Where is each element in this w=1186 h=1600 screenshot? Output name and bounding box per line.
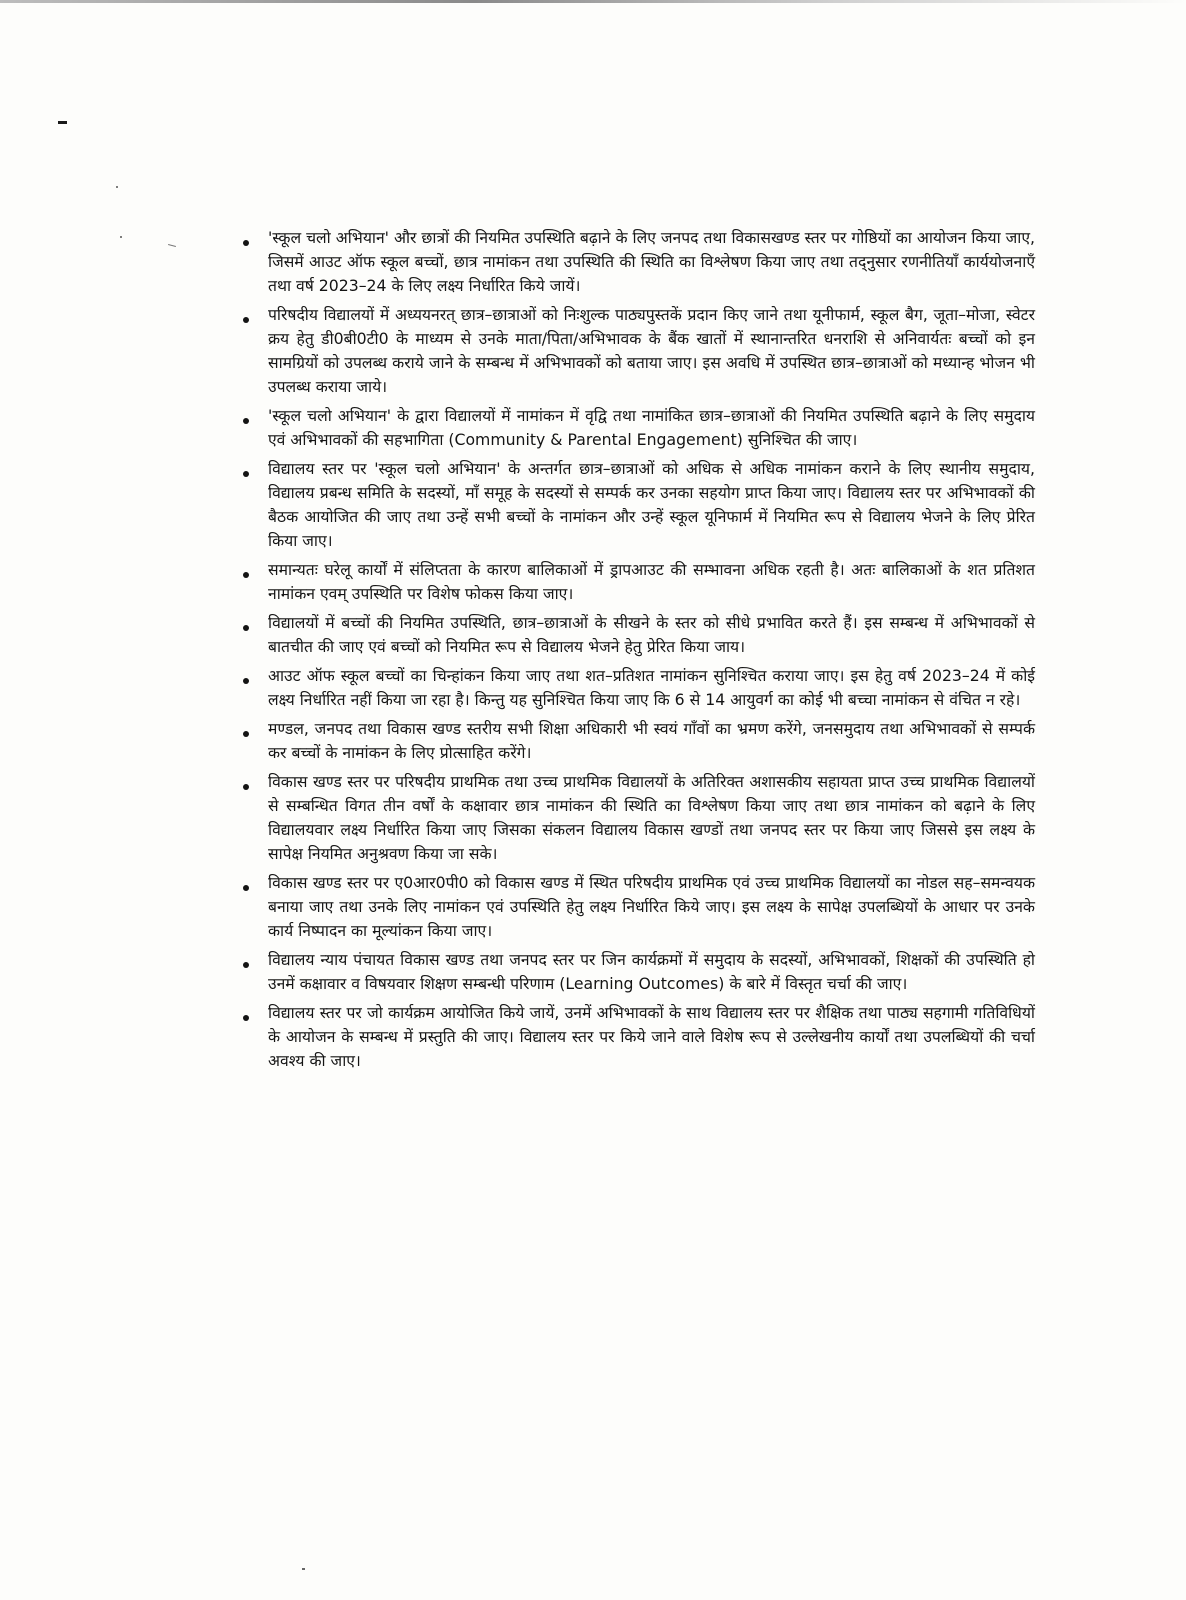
list-item xyxy=(240,1001,1035,1073)
list-item xyxy=(240,558,1035,606)
list-item xyxy=(240,871,1035,943)
margin-dot-mark xyxy=(120,236,122,238)
footer-dot-mark xyxy=(302,1568,305,1570)
bullet-dot-icon xyxy=(243,962,249,968)
list-item-text: मण्डल, जनपद तथा विकास खण्ड स्तरीय सभी शिक्षा अधिकारी भी स्वयं गाँवों का भ्रमण करेंगे, जनसमुदाय तथा अभिभावकों से सम्पर्क कर बच्चों के नामांकन के लिए प्रोत्साहित करेंगे। xyxy=(268,719,1035,762)
bullet-dot-icon xyxy=(243,418,249,424)
list-item xyxy=(240,226,1035,298)
list-item-text: विद्यालय स्तर पर जो कार्यक्रम आयोजित किये जायें, उनमें अभिभावकों के साथ विद्यालय स्तर पर शैक्षिक तथा पाठ्य सहगामी गतिविधियों के आयोजन के सम्बन्ध में प्रस्तुति की जाए। विद्यालय स्तर पर किये जाने वाले विशेष रूप से उल्लेखनीय कार्यों तथा उपलब्धियों की चर्चा अवश्य की जाए। xyxy=(268,1003,1035,1070)
margin-dash-mark xyxy=(58,121,67,124)
list-item xyxy=(240,457,1035,553)
list-item xyxy=(240,404,1035,452)
list-item-text: आउट ऑफ स्कूल बच्चों का चिन्हांकन किया जाए तथा शत–प्रतिशत नामांकन सुनिश्चित कराया जाए। इस हेतु वर्ष 2023–24 में कोई लक्ष्य निर्धारित नहीं किया जा रहा है। किन्तु यह सुनिश्चित किया जाए कि 6 से 14 आयुवर्ग का कोई भी बच्चा नामांकन से वंचित न रहे। xyxy=(268,666,1035,709)
list-item-text: विकास खण्ड स्तर पर ए0आर0पी0 को विकास खण्ड में स्थित परिषदीय प्राथमिक एवं उच्च प्राथमिक विद्यालयों का नोडल सह–समन्वयक बनाया जाए तथा उनके लिए नामांकन एवं उपस्थिति हेतु लक्ष्य निर्धारित किये जाए। इस लक्ष्य के सापेक्ष उपलब्धियों के आधार पर उनके कार्य निष्पादन का मूल्यांकन किया जाए। xyxy=(268,873,1035,940)
list-item-text: विद्यालय न्याय पंचायत विकास खण्ड तथा जनपद स्तर पर जिन कार्यक्रमों में समुदाय के सदस्यों, अभिभावकों, शिक्षकों की उपस्थिति हो उनमें कक्षावार व विषयवार शिक्षण सम्बन्धी परिणाम (Learning Outcomes) के बारे में विस्तृत चर्चा की जाए। xyxy=(268,950,1035,993)
list-item xyxy=(240,770,1035,866)
bullet-dot-icon xyxy=(243,625,249,631)
bullet-dot-icon xyxy=(243,678,249,684)
list-item xyxy=(240,717,1035,765)
bullet-dot-icon xyxy=(243,240,249,246)
bullet-dot-icon xyxy=(243,1015,249,1021)
bullet-dot-icon xyxy=(243,784,249,790)
list-item-text: परिषदीय विद्यालयों में अध्ययनरत् छात्र–छात्राओं को निःशुल्क पाठ्यपुस्तकें प्रदान किए जाने तथा यूनीफार्म, स्कूल बैग, जूता–मोजा, स्वेटर क्रय हेतु डी0बी0टी0 के माध्यम से उनके माता/पिता/अभिभावक के बैंक खातों में स्थानान्तरित धनराशि से अनिवार्यतः बच्चों को इन सामग्रियों को उपलब्ध कराये जाने के सम्बन्ध में अभिभावकों को बताया जाए। इस अवधि में उपस्थित छात्र–छात्राओं को मध्यान्ह भोजन भी उपलब्ध कराया जाये। xyxy=(268,305,1035,396)
document-body xyxy=(240,226,1035,1078)
list-item-text: विकास खण्ड स्तर पर परिषदीय प्राथमिक तथा उच्च प्राथमिक विद्यालयों के अतिरिक्त अशासकीय सहायता प्राप्त उच्च प्राथमिक विद्यालयों से सम्बन्धित विगत तीन वर्षों के कक्षावार छात्र नामांकन की स्थिति का विश्लेषण किया जाए तथा छात्र नामांकन को बढ़ाने के लिए विद्यालयवार लक्ष्य निर्धारित किया जाए जिसका संकलन विद्यालय विकास खण्डों तथा जनपद स्तर पर किया जाए जिससे इस लक्ष्य के सापेक्ष नियमित अनुश्रवण किया जा सके। xyxy=(268,772,1035,863)
list-item xyxy=(240,303,1035,399)
list-item-text: 'स्कूल चलो अभियान' के द्वारा विद्यालयों में नामांकन में वृद्वि तथा नामांकित छात्र–छात्राओं की नियमित उपस्थिति बढ़ाने के लिए समुदाय एवं अभिभावकों की सहभागिता (Community & Parental Engagement) सुनिश्चित की जाए। xyxy=(268,406,1035,449)
bullet-dot-icon xyxy=(243,731,249,737)
list-item-text: 'स्कूल चलो अभियान' और छात्रों की नियमित उपस्थिति बढ़ाने के लिए जनपद तथा विकासखण्ड स्तर पर गोष्ठियों का आयोजन किया जाए, जिसमें आउट ऑफ स्कूल बच्चों, छात्र नामांकन तथा उपस्थिति की स्थिति का विश्लेषण किया जाए तथा तद्नुसार रणनीतियाँ कार्ययोजनाएँ तथा वर्ष 2023–24 के लिए लक्ष्य निर्धारित किये जायें। xyxy=(268,228,1035,295)
page-top-edge xyxy=(0,0,1186,3)
list-item xyxy=(240,611,1035,659)
list-item xyxy=(240,948,1035,996)
list-item xyxy=(240,664,1035,712)
margin-tick-mark xyxy=(168,244,176,247)
bullet-list xyxy=(240,226,1035,1073)
bullet-dot-icon xyxy=(243,471,249,477)
bullet-dot-icon xyxy=(243,885,249,891)
list-item-text: विद्यालय स्तर पर 'स्कूल चलो अभियान' के अन्तर्गत छात्र–छात्राओं को अधिक से अधिक नामांकन कराने के लिए स्थानीय समुदाय, विद्यालय प्रबन्ध समिति के सदस्यों, माँ समूह के सदस्यों से सम्पर्क कर उनका सहयोग प्राप्त किया जाए। विद्यालय स्तर पर अभिभावकों की बैठक आयोजित की जाए तथा उन्हें सभी बच्चों के नामांकन और उन्हें स्कूल यूनिफार्म में नियमित रूप से विद्यालय भेजने के लिए प्रेरित किया जाए। xyxy=(268,459,1035,550)
list-item-text: समान्यतः घरेलू कार्यों में संलिप्तता के कारण बालिकाओं में ड्रापआउट की सम्भावना अधिक रहती है। अतः बालिकाओं के शत प्रतिशत नामांकन एवम् उपस्थिति पर विशेष फोकस किया जाए। xyxy=(268,560,1035,603)
bullet-dot-icon xyxy=(243,317,249,323)
list-item-text: विद्यालयों में बच्चों की नियमित उपस्थिति, छात्र–छात्राओं के सीखने के स्तर को सीधे प्रभावित करते हैं। इस सम्बन्ध में अभिभावकों से बातचीत की जाए एवं बच्चों को नियमित रूप से विद्यालय भेजने हेतु प्रेरित किया जाय। xyxy=(268,613,1035,656)
bullet-dot-icon xyxy=(243,572,249,578)
margin-dot-mark xyxy=(116,186,118,188)
